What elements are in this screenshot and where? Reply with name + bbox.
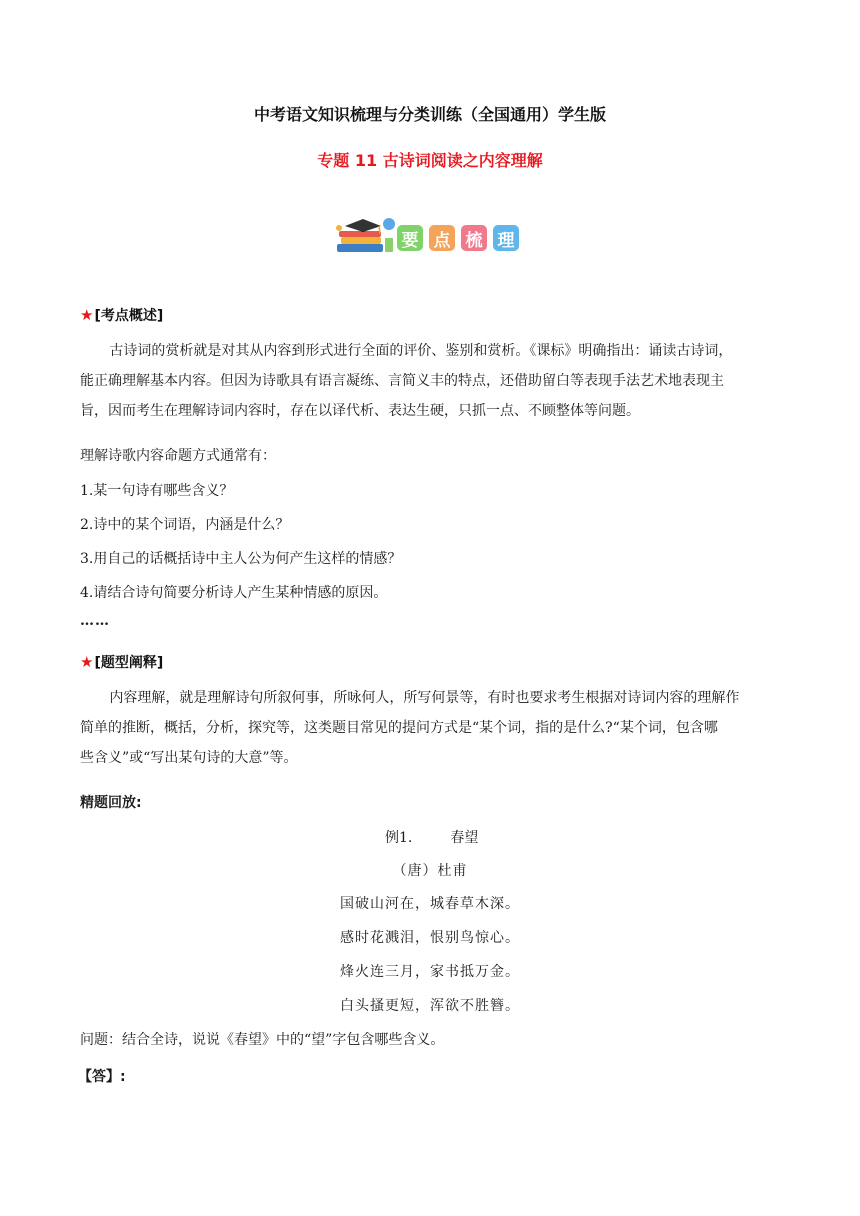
list-item: 3.用自己的话概括诗中主人公为何产生这样的情感？ — [80, 551, 402, 567]
document-title: 中考语文知识梳理与分类训练（全国通用）学生版 — [253, 105, 606, 124]
poem-author: （唐）杜甫 — [392, 863, 468, 879]
paragraph-line: 旨，因而考生在理解诗词内容时，存在以译代析、表达生硬，只抓一点、不顾整体等问题。 — [80, 403, 640, 419]
topic-subtitle: 专题 11 古诗词阅读之内容理解 — [317, 151, 543, 170]
example-number: 例1. — [385, 830, 413, 846]
poem-line: 烽火连三月，家书抵万金。 — [340, 964, 520, 980]
poem-line: 国破山河在，城春草木深。 — [340, 896, 520, 912]
star-icon: ★ — [80, 306, 94, 324]
question-types-intro: 理解诗歌内容命题方式通常有： — [80, 448, 276, 464]
overview-paragraph — [80, 336, 782, 426]
example-label: 精题回放: — [80, 795, 142, 811]
section-heading-label: [题型阐释] — [94, 655, 164, 671]
section-heading-explanation — [80, 652, 163, 672]
paragraph-line: 古诗词的赏析就是对其从内容到形式进行全面的评价、鉴别和赏析。《课标》明确指出：诵读古诗词， — [109, 343, 733, 359]
answer-label: 【答】: — [78, 1069, 126, 1085]
banner-tile: 点 — [429, 225, 455, 251]
books-study-icon — [333, 214, 397, 258]
star-icon: ★ — [80, 653, 94, 671]
section-heading-label: [考点概述] — [94, 308, 164, 324]
paragraph-line: 简单的推断，概括，分析，探究等，这类题目常见的提问方式是“某个词，指的是什么?“某个词，包含哪 — [80, 720, 718, 736]
paragraph-line: 内容理解，就是理解诗句所叙何事，所咏何人，所写何景等，有时也要求考生根据对诗词内容的理解作 — [109, 690, 740, 706]
section-heading-overview — [80, 305, 163, 325]
key-points-banner — [333, 214, 533, 258]
list-item: 1.某一句诗有哪些含义？ — [80, 483, 234, 499]
paragraph-line: 能正确理解基本内容。但因为诗歌具有语言凝练、言简义丰的特点，还借助留白等表现手法艺术地表现主 — [80, 373, 724, 389]
poem-heading — [385, 827, 478, 847]
explanation-paragraph — [80, 683, 782, 773]
poem-line: 白头搔更短，浑欲不胜簪。 — [340, 998, 520, 1014]
question-text: 问题：结合全诗，说说《春望》中的“望”字包含哪些含义。 — [80, 1032, 445, 1048]
banner-tiles — [397, 225, 519, 251]
poem-title: 春望 — [450, 830, 479, 846]
banner-tile: 要 — [397, 225, 423, 251]
poem-line: 感时花溅泪，恨别鸟惊心。 — [340, 930, 520, 946]
paragraph-line: 些含义”或“写出某句诗的大意”等。 — [80, 750, 298, 766]
list-item: 2.诗中的某个词语，内涵是什么？ — [80, 517, 290, 533]
banner-tile: 梳 — [461, 225, 487, 251]
list-item: 4.请结合诗句简要分析诗人产生某种情感的原因。 — [80, 585, 388, 601]
banner-tile: 理 — [493, 225, 519, 251]
list-ellipsis: …… — [80, 613, 110, 629]
